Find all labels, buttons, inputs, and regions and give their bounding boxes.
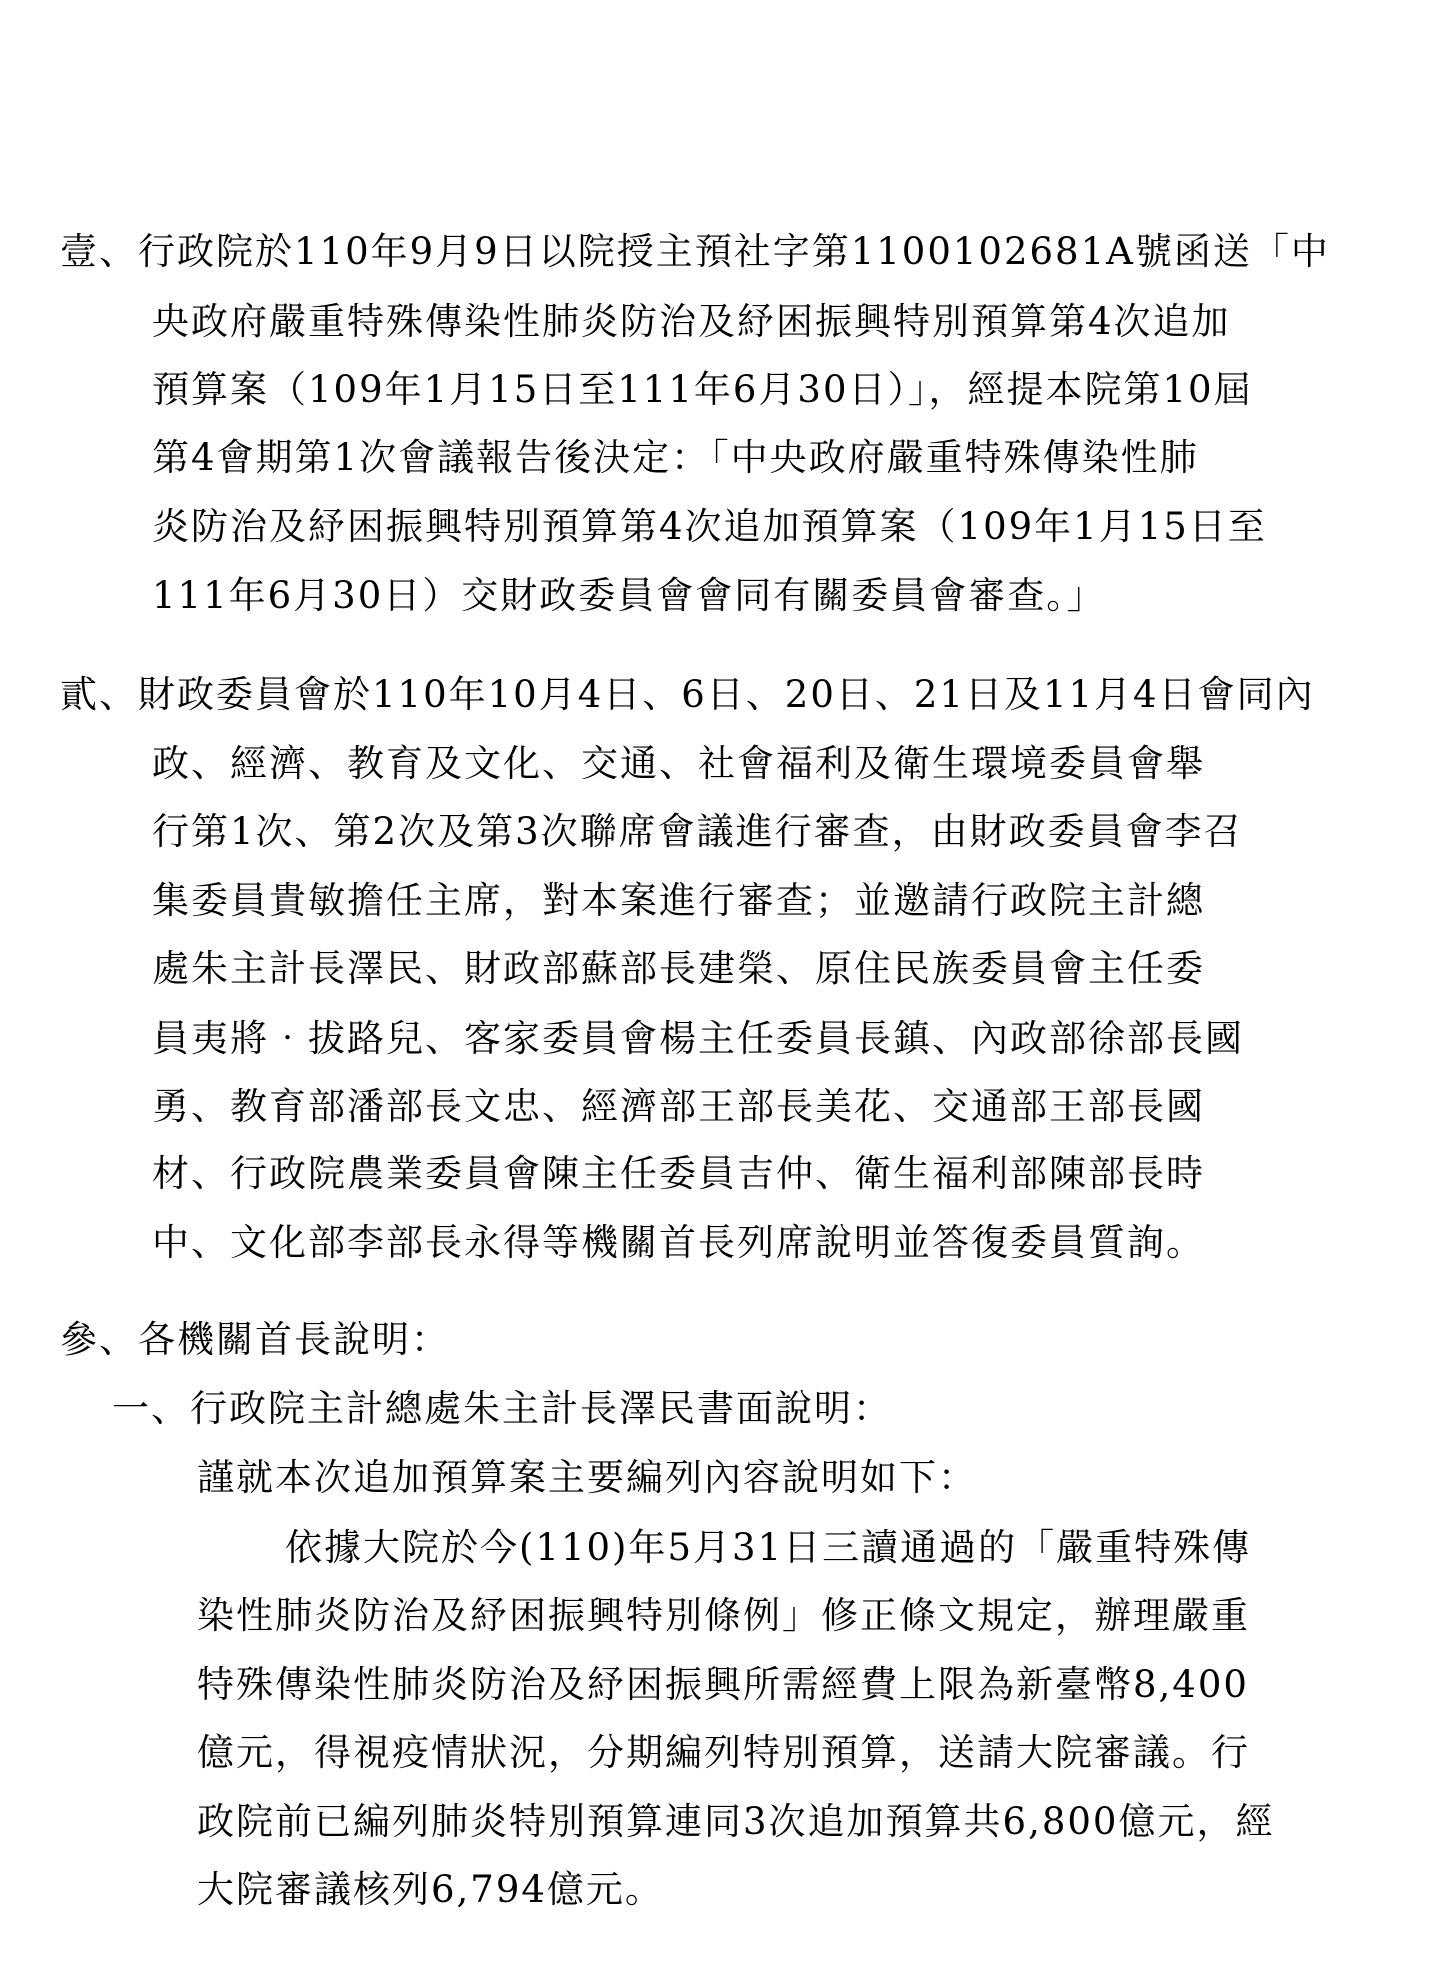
title-line-1 (0, 56, 1442, 104)
paragraph-line: 億元，得視疫情狀況，分期編列特別預算，送請大院審議。行 (197, 1731, 1250, 1774)
section-2-line: 員夷將‧拔路兒、客家委員會楊主任委員長鎮、內政部徐部長國 (152, 1017, 1244, 1060)
paragraph-line: 依據大院於今(110)年5月31日三讀通過的「嚴重特殊傳 (285, 1526, 1252, 1569)
section-1-line: 第4會期第1次會議報告後決定：「中央政府嚴重特殊傳染性肺 (152, 436, 1199, 479)
section-2-line: 行第1次、第2次及第3次聯席會議進行審查，由財政委員會李召 (152, 810, 1243, 853)
section-2-line: 勇、教育部潘部長文忠、經濟部王部長美花、交通部王部長國 (152, 1085, 1205, 1128)
section-2-line: 中、文化部李部長永得等機關首長列席說明並答復委員質詢。 (152, 1221, 1205, 1264)
section-2-line: 政、經濟、教育及文化、交通、社會福利及衛生環境委員會舉 (152, 742, 1205, 785)
section-1-line: 壹、行政院於110年9月9日以院授主預社字第1100102681A號函送「中 (60, 230, 1330, 273)
paragraph-line: 染性肺炎防治及紓困振興特別條例」修正條文規定，辦理嚴重 (197, 1594, 1250, 1637)
section-1-line: 預算案（109年1月15日至111年6月30日）」，經提本院第10屆 (152, 368, 1253, 411)
section-2-line: 貳、財政委員會於110年10月4日、6日、20日、21日及11月4日會同內 (60, 673, 1315, 716)
section-2-line: 處朱主計長澤民、財政部蘇部長建榮、原住民族委員會主任委 (152, 947, 1205, 990)
subsection-intro: 謹就本次追加預算案主要編列內容說明如下： (197, 1456, 977, 1499)
section-3-heading: 參、各機關首長說明： (60, 1318, 450, 1361)
paragraph-line: 政院前已編列肺炎特別預算連同3次追加預算共6,800億元，經 (197, 1800, 1275, 1843)
subsection-heading: 一、行政院主計總處朱主計長澤民書面說明： (112, 1387, 892, 1430)
section-2-line: 集委員貴敏擔任主席，對本案進行審查；並邀請行政院主計總 (152, 879, 1205, 922)
paragraph-line: 特殊傳染性肺炎防治及紓困振興所需經費上限為新臺幣8,400 (197, 1663, 1249, 1706)
section-1-line: 111年6月30日）交財政委員會會同有關委員會審查。」 (152, 574, 1106, 617)
title-line-2 (0, 124, 1442, 172)
section-1-line: 央政府嚴重特殊傳染性肺炎防治及紓困振興特別預算第4次追加 (152, 300, 1231, 343)
section-2-line: 材、行政院農業委員會陳主任委員吉仲、衛生福利部陳部長時 (152, 1152, 1205, 1195)
section-1-line: 炎防治及紓困振興特別預算第4次追加預算案（109年1月15日至 (152, 505, 1267, 548)
paragraph-line: 大院審議核列6,794億元。 (197, 1868, 664, 1911)
